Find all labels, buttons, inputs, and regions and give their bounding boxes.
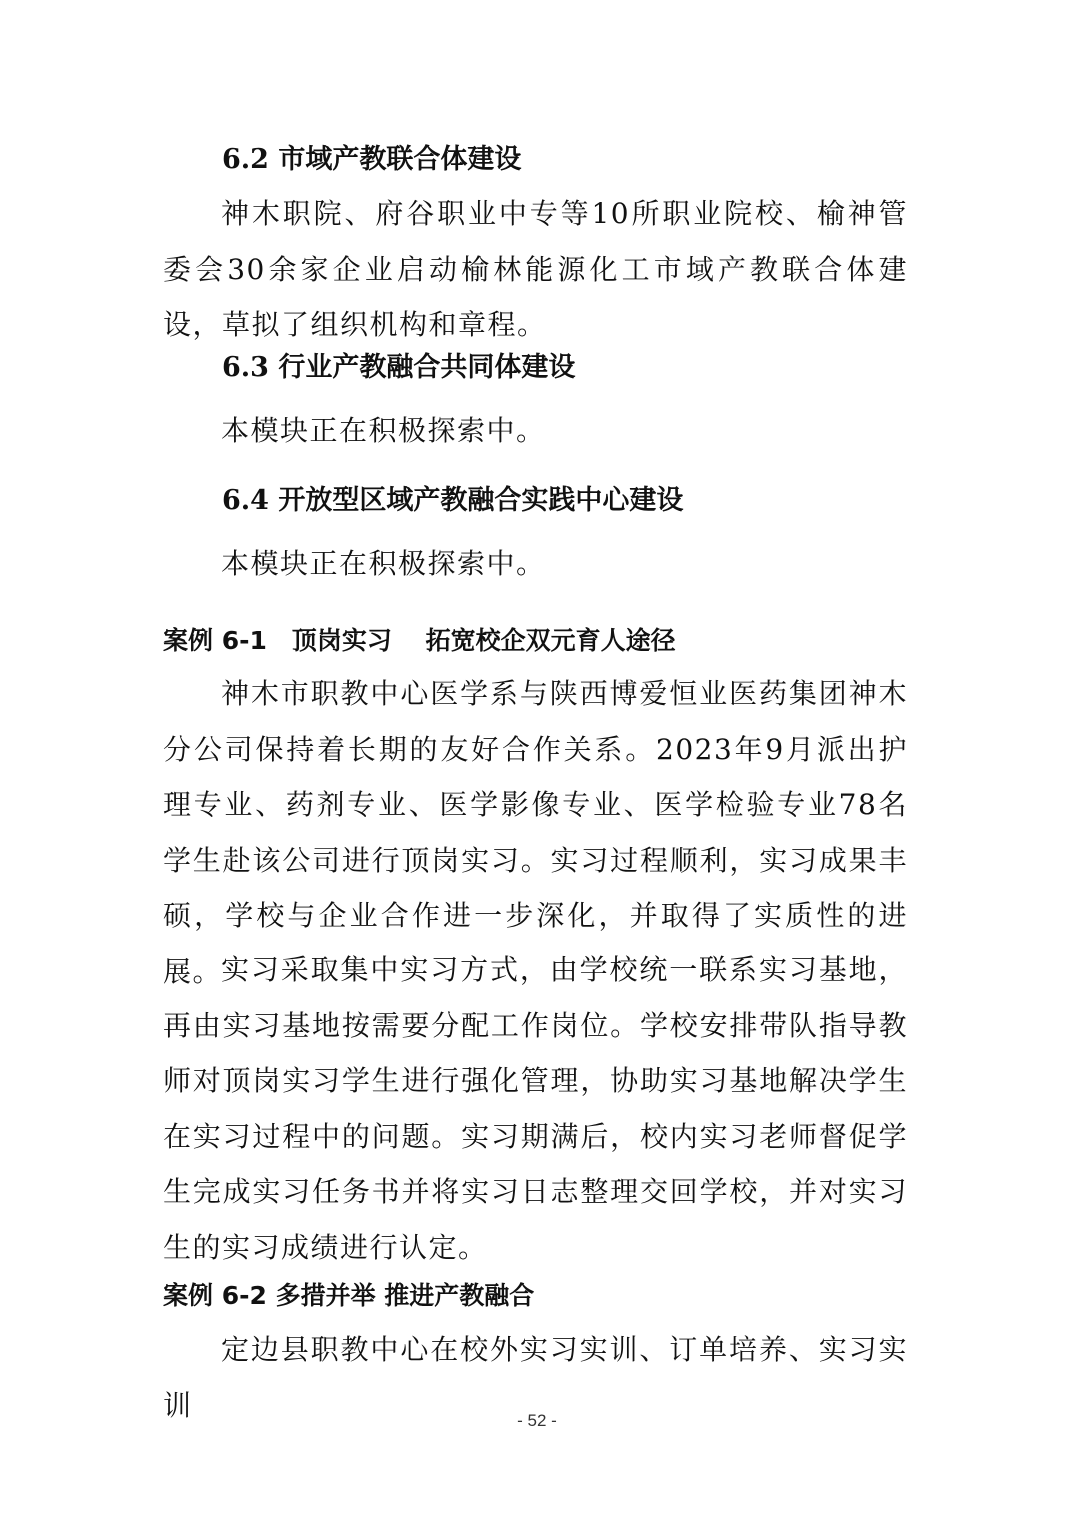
case-6-1-heading: 案例 6-1 顶岗实习 拓宽校企双元育人途径 [163, 626, 676, 655]
heading-6-2: 6.2 市域产教联合体建设 [222, 144, 522, 175]
heading-6-3: 6.3 行业产教融合共同体建设 [222, 352, 576, 383]
paragraph-6-3: 本模块正在积极探索中。 [221, 414, 546, 447]
paragraph-6-2: 神木职院、府谷职业中专等10所职业院校、榆神管委会30余家企业启动榆林能源化工市域产教联合体建设，草拟了组织机构和章程。 [163, 197, 908, 341]
heading-6-4: 6.4 开放型区域产教融合实践中心建设 [222, 485, 684, 516]
case-6-1-paragraph-1: 神木市职教中心医学系与陕西博爱恒业医药集团神木分公司保持着长期的友好合作关系。2023年9月派出护理专业、药剂专业、医学影像专业、医学检验专业78名学生赴该公司进行顶岗实习。实习过程顺利，实习成果丰硕，学校与企业合作进一步深化，并取得了实质性的进展。 [163, 677, 908, 988]
case-6-2-paragraph-1: 定边县职教中心在校外实习实训、订单培养、实习实训 [163, 1333, 908, 1422]
page-number: - 52 - [517, 1411, 557, 1430]
case-6-1-paragraph-2: 实习采取集中实习方式，由学校统一联系实习基地，再由实习基地按需要分配工作岗位。学校安排带队指导教师对顶岗实习学生进行强化管理，协助实习基地解决学生在实习过程中的问题。实习期满后，校内实习老师督促学生完成实习任务书并将实习日志整理交回学校，并对实习生的实习成绩进行认定。 [163, 953, 908, 1264]
paragraph-6-4: 本模块正在积极探索中。 [221, 547, 546, 580]
case-6-2-heading: 案例 6-2 多措并举 推进产教融合 [163, 1281, 535, 1310]
